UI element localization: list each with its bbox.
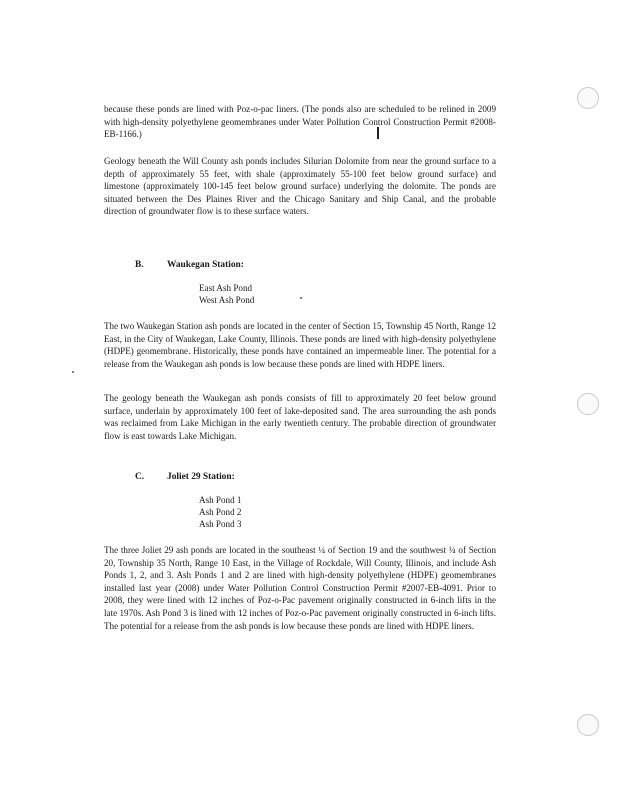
joliet-pond-list — [199, 494, 241, 530]
section-letter: C. — [135, 472, 145, 482]
scan-speck — [72, 371, 74, 373]
paragraph-waukegan-ponds: The two Waukegan Station ash ponds are located in the center of Section 15, Township 45 North, Range 12 East, in the City of Waukegan, Lake County, Illinois. These ponds are lined with high-density polyethylene (HDPE) geomembrane. Historically, these ponds have contained an impermeable liner. The potential for a release from the Waukegan ash ponds is low because these ponds are lined with HDPE liners. — [104, 321, 496, 369]
section-title: Joliet 29 Station: — [167, 472, 235, 482]
paragraph-waukegan-geology: The geology beneath the Waukegan ash ponds consists of fill to approximately 20 feet below ground surface, underlain by approximately 100 feet of lake-deposited sand. The area surrounding the ash ponds was reclaimed from Lake Michigan in the early twentieth century. The probable direction of groundwater flow is east towards Lake Michigan. — [104, 393, 496, 441]
section-title: Waukegan Station: — [167, 260, 244, 270]
pond-item: East Ash Pond — [199, 283, 253, 293]
waukegan-pond-list — [199, 282, 254, 306]
punch-hole-bottom — [577, 714, 599, 736]
section-heading-joliet — [135, 471, 235, 483]
paragraph-joliet-ponds: The three Joliet 29 ash ponds are located in the southeast ¼ of Section 19 and the southwest ¼ of Section 20, Township 35 North, Range 10 East, in the Village of Rockdale, Will County, Illinois, and include Ash Ponds 1, 2, and 3. Ash Ponds 1 and 2 are lined with high-density polyethylene (HDPE) geomembranes installed last year (2008) under Water Pollution Control Construction Permit #2007-EB-4091. Prior to 2008, they were lined with 12 inches of Poz-o-Pac pavement originally constructed in 6-inch lifts in the late 1970s. Ash Pond 3 is lined with 12 inches of Poz-o-Pac pavement originally constructed in 6-inch lifts. The potential for a release from the ash ponds is low because these ponds are lined with HDPE liners. — [104, 545, 496, 631]
punch-hole-middle — [577, 393, 599, 415]
pond-item: Ash Pond 1 — [199, 495, 242, 505]
paragraph-will-county-geology: Geology beneath the Will County ash ponds includes Silurian Dolomite from near the ground surface to a depth of approximately 55 feet, with shale (approximately 55-100 feet below ground surface) and limestone (approximately 100-145 feet below ground surface) underlying the dolomite. The ponds are situated between the Des Plaines River and the Chicago Sanitary and Ship Canal, and the probable direction of groundwater flow is to these surface waters. — [104, 156, 496, 217]
pond-item: West Ash Pond — [199, 295, 255, 305]
pond-item: Ash Pond 3 — [199, 519, 242, 529]
paragraph-intro: because these ponds are lined with Poz-o-pac liners. (The ponds also are scheduled to be relined in 2009 with high-density polyethylene geomembranes under Water Pollution Control Construction Permit #2008-EB-1166.) — [104, 104, 496, 140]
punch-hole-top — [577, 87, 599, 109]
section-heading-waukegan — [135, 259, 244, 271]
section-letter: B. — [135, 260, 144, 270]
scan-speck — [300, 297, 302, 299]
pond-item: Ash Pond 2 — [199, 507, 242, 517]
